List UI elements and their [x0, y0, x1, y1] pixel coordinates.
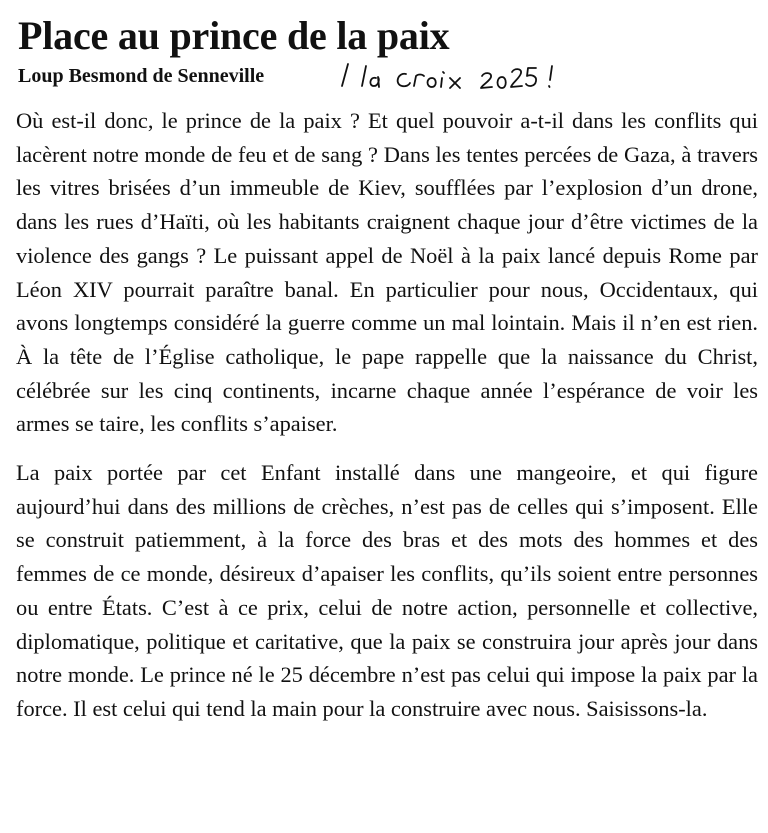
author-name: Loup Besmond de Senneville: [18, 65, 265, 87]
article-paragraph: La paix portée par cet Enfant installé dans une mangeoire, et qui figure aujourd’hui dans des millions de crèches, n’est pas de celles qui s’imposent. Elle se construit patiemment, à la force des bras et des mots des hommes et des femmes de ce monde, désireux d’apaiser les conflits, qu’ils soient entre personnes ou entre États. C’est à ce prix, celui de notre action, personnelle et collective, diplomatique, politique et caritative, que la paix se construira jour après jour dans notre monde. Le prince né le 25 décembre n’est pas celui qui impose la paix par la force. Il est celui qui tend la main pour la construire avec nous. Saisissons-la.: [16, 460, 758, 721]
handwritten-note-drawing: [336, 56, 596, 92]
byline: [16, 60, 764, 92]
article-body: [16, 104, 764, 726]
article-page: [16, 0, 764, 726]
handwritten-annotation: [336, 56, 596, 92]
article-title: Place au prince de la paix: [18, 13, 450, 58]
article-paragraph: Où est-il donc, le prince de la paix ? Et quel pouvoir a-t-il dans les conflits qui lacèrent notre monde de feu et de sang ? Dans les tentes percées de Gaza, à travers les vitres brisées d’un immeuble de Kiev, soufflées par l’explosion d’un drone, dans les rues d’Haïti, où les habitants craignent chaque jour d’être victimes de la violence des gangs ? Le puissant appel de Noël à la paix lancé depuis Rome par Léon XIV pourrait paraître banal. En particulier pour nous, Occidentaux, qui avons longtemps considéré la guerre comme un mal lointain. Mais il n’en est rien. À la tête de l’Église catholique, le pape rappelle que la naissance du Christ, célébrée sur les cinq continents, incarne chaque année l’espérance de voir les armes se taire, les conflits s’apaiser.: [16, 108, 758, 437]
